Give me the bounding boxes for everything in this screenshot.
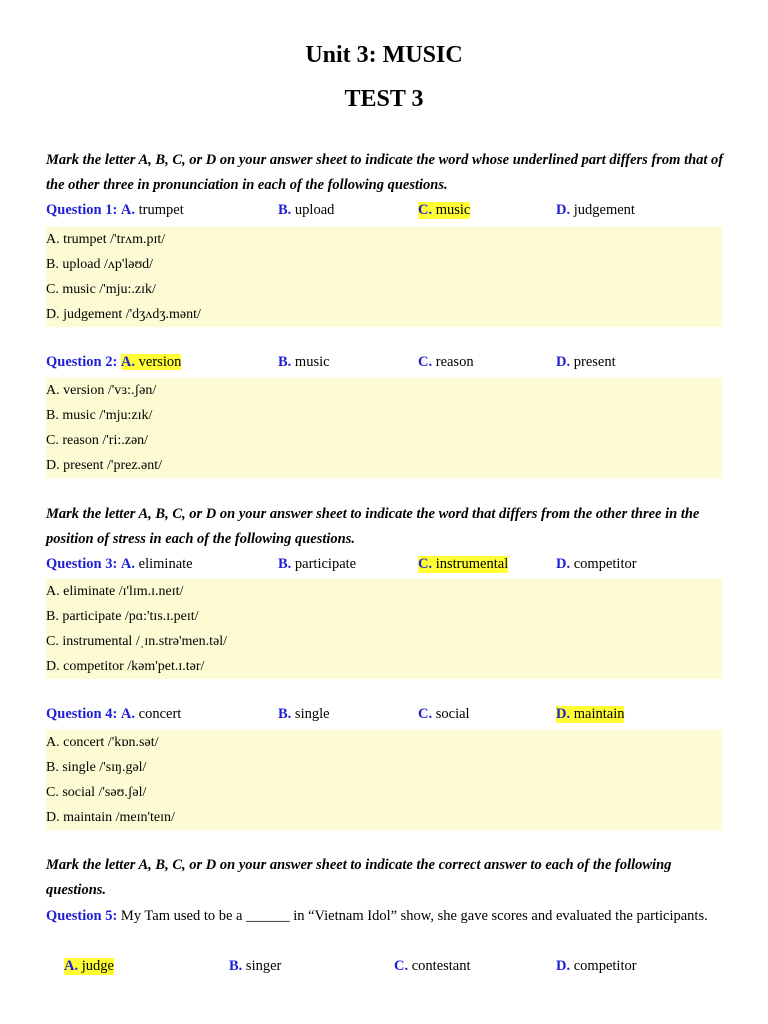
question-label: Question 5: xyxy=(46,908,118,924)
option-c[interactable] xyxy=(394,958,471,975)
option-letter: B. xyxy=(278,354,292,370)
option-c-correct[interactable] xyxy=(418,556,508,573)
option-letter: B. xyxy=(278,202,292,218)
question-4 xyxy=(46,706,726,730)
option-letter: A. xyxy=(120,202,136,218)
answer-line: D. competitor /kəm'pet.ɪ.tər/ xyxy=(46,659,205,674)
option-word: competitor xyxy=(573,958,637,974)
question-label: Question 2: xyxy=(46,354,118,370)
answer-line: C. music /'mju:.zɪk/ xyxy=(46,282,156,297)
option-word: version xyxy=(138,354,182,370)
answer-line: B. music /'mju:zɪk/ xyxy=(46,408,153,423)
option-a-correct[interactable] xyxy=(121,354,181,370)
answer-key-3 xyxy=(46,579,722,679)
option-letter: D. xyxy=(556,958,571,974)
option-b[interactable] xyxy=(278,202,334,219)
option-d[interactable] xyxy=(556,958,637,975)
instruction-correct-answer: Mark the letter A, B, C, or D on your answer sheet to indicate the correct answer to each of the following questions. xyxy=(46,857,672,898)
option-word: contestant xyxy=(411,958,471,974)
option-word: instrumental xyxy=(435,556,509,572)
option-c-correct[interactable] xyxy=(418,202,470,219)
question-1 xyxy=(46,202,726,226)
answer-line: B. participate /pɑ:'tɪs.ɪ.peɪt/ xyxy=(46,609,199,624)
option-letter: B. xyxy=(278,706,292,722)
option-word: reason xyxy=(435,354,474,370)
instruction-pronunciation: Mark the letter A, B, C, or D on your answer sheet to indicate the word whose underlined part differs from that of the other three in pronunciation in each of the following questions. xyxy=(46,152,724,193)
option-word: participate xyxy=(294,556,357,572)
option-word: trumpet xyxy=(138,202,184,218)
option-c[interactable] xyxy=(418,354,474,371)
answer-line: A. version /'vɜ:.ʃən/ xyxy=(46,383,157,398)
option-word: judgement xyxy=(573,202,635,218)
answer-line: C. social /'səʊ.ʃəl/ xyxy=(46,785,147,800)
question-3 xyxy=(46,556,726,580)
question-2 xyxy=(46,354,726,378)
option-letter: B. xyxy=(229,958,243,974)
option-letter: D. xyxy=(556,706,571,722)
question-5-options xyxy=(64,958,744,982)
option-c[interactable] xyxy=(418,706,470,723)
instruction-stress: Mark the letter A, B, C, or D on your answer sheet to indicate the word that differs from the other three in the position of stress in each of the following questions. xyxy=(46,506,700,547)
option-word: music xyxy=(294,354,330,370)
option-word: competitor xyxy=(573,556,637,572)
option-letter: C. xyxy=(418,202,433,218)
option-word: singer xyxy=(245,958,282,974)
option-letter: C. xyxy=(418,354,433,370)
page-title: Unit 3: MUSIC xyxy=(305,42,463,68)
option-word: single xyxy=(294,706,330,722)
answer-line: D. judgement /'dʒʌdʒ.mənt/ xyxy=(46,307,201,322)
answer-line: B. upload /ʌp'ləʊd/ xyxy=(46,257,154,272)
option-letter: C. xyxy=(418,556,433,572)
answer-line: B. single /'sɪŋ.gəl/ xyxy=(46,760,147,775)
answer-line: C. instrumental /ˌɪn.strə'men.təl/ xyxy=(46,634,227,649)
option-letter: A. xyxy=(120,556,136,572)
option-d-correct[interactable] xyxy=(556,706,624,723)
question-label: Question 4: xyxy=(46,706,118,722)
option-word: concert xyxy=(138,706,182,722)
question-text: My Tam used to be a ______ in “Vietnam Idol” show, she gave scores and evaluated the participants. xyxy=(120,908,708,924)
answer-key-2 xyxy=(46,378,722,478)
option-a-correct[interactable] xyxy=(64,958,114,975)
test-subtitle: TEST 3 xyxy=(344,86,424,112)
option-letter: D. xyxy=(556,202,571,218)
answer-line: C. reason /'ri:.zən/ xyxy=(46,433,149,448)
question-5 xyxy=(46,904,726,929)
option-word: maintain xyxy=(573,706,625,722)
answer-line: A. eliminate /ɪ'lɪm.ɪ.neɪt/ xyxy=(46,584,184,599)
answer-line: A. concert /'kɒn.sət/ xyxy=(46,735,159,750)
option-word: eliminate xyxy=(138,556,193,572)
option-word: judge xyxy=(81,958,114,974)
answer-key-1 xyxy=(46,227,722,327)
answer-line: D. present /'prez.ənt/ xyxy=(46,458,163,473)
answer-line: D. maintain /meɪn'teɪn/ xyxy=(46,810,175,825)
option-letter: A. xyxy=(64,958,79,974)
option-letter: D. xyxy=(556,354,571,370)
option-b[interactable] xyxy=(278,556,356,573)
answer-line: A. trumpet /'trʌm.pɪt/ xyxy=(46,232,166,247)
question-label: Question 3: xyxy=(46,556,118,572)
option-word: music xyxy=(435,202,471,218)
option-b[interactable] xyxy=(278,706,330,723)
option-letter: C. xyxy=(418,706,433,722)
option-b[interactable] xyxy=(278,354,330,371)
option-letter: C. xyxy=(394,958,409,974)
option-letter: A. xyxy=(120,706,136,722)
option-d[interactable] xyxy=(556,354,616,371)
option-d[interactable] xyxy=(556,556,637,573)
option-word: present xyxy=(573,354,616,370)
option-letter: A. xyxy=(120,354,136,370)
option-b[interactable] xyxy=(229,958,281,975)
option-letter: B. xyxy=(278,556,292,572)
answer-key-4 xyxy=(46,730,722,830)
option-letter: D. xyxy=(556,556,571,572)
question-label: Question 1: xyxy=(46,202,118,218)
option-d[interactable] xyxy=(556,202,635,219)
option-word: social xyxy=(435,706,470,722)
option-word: upload xyxy=(294,202,335,218)
